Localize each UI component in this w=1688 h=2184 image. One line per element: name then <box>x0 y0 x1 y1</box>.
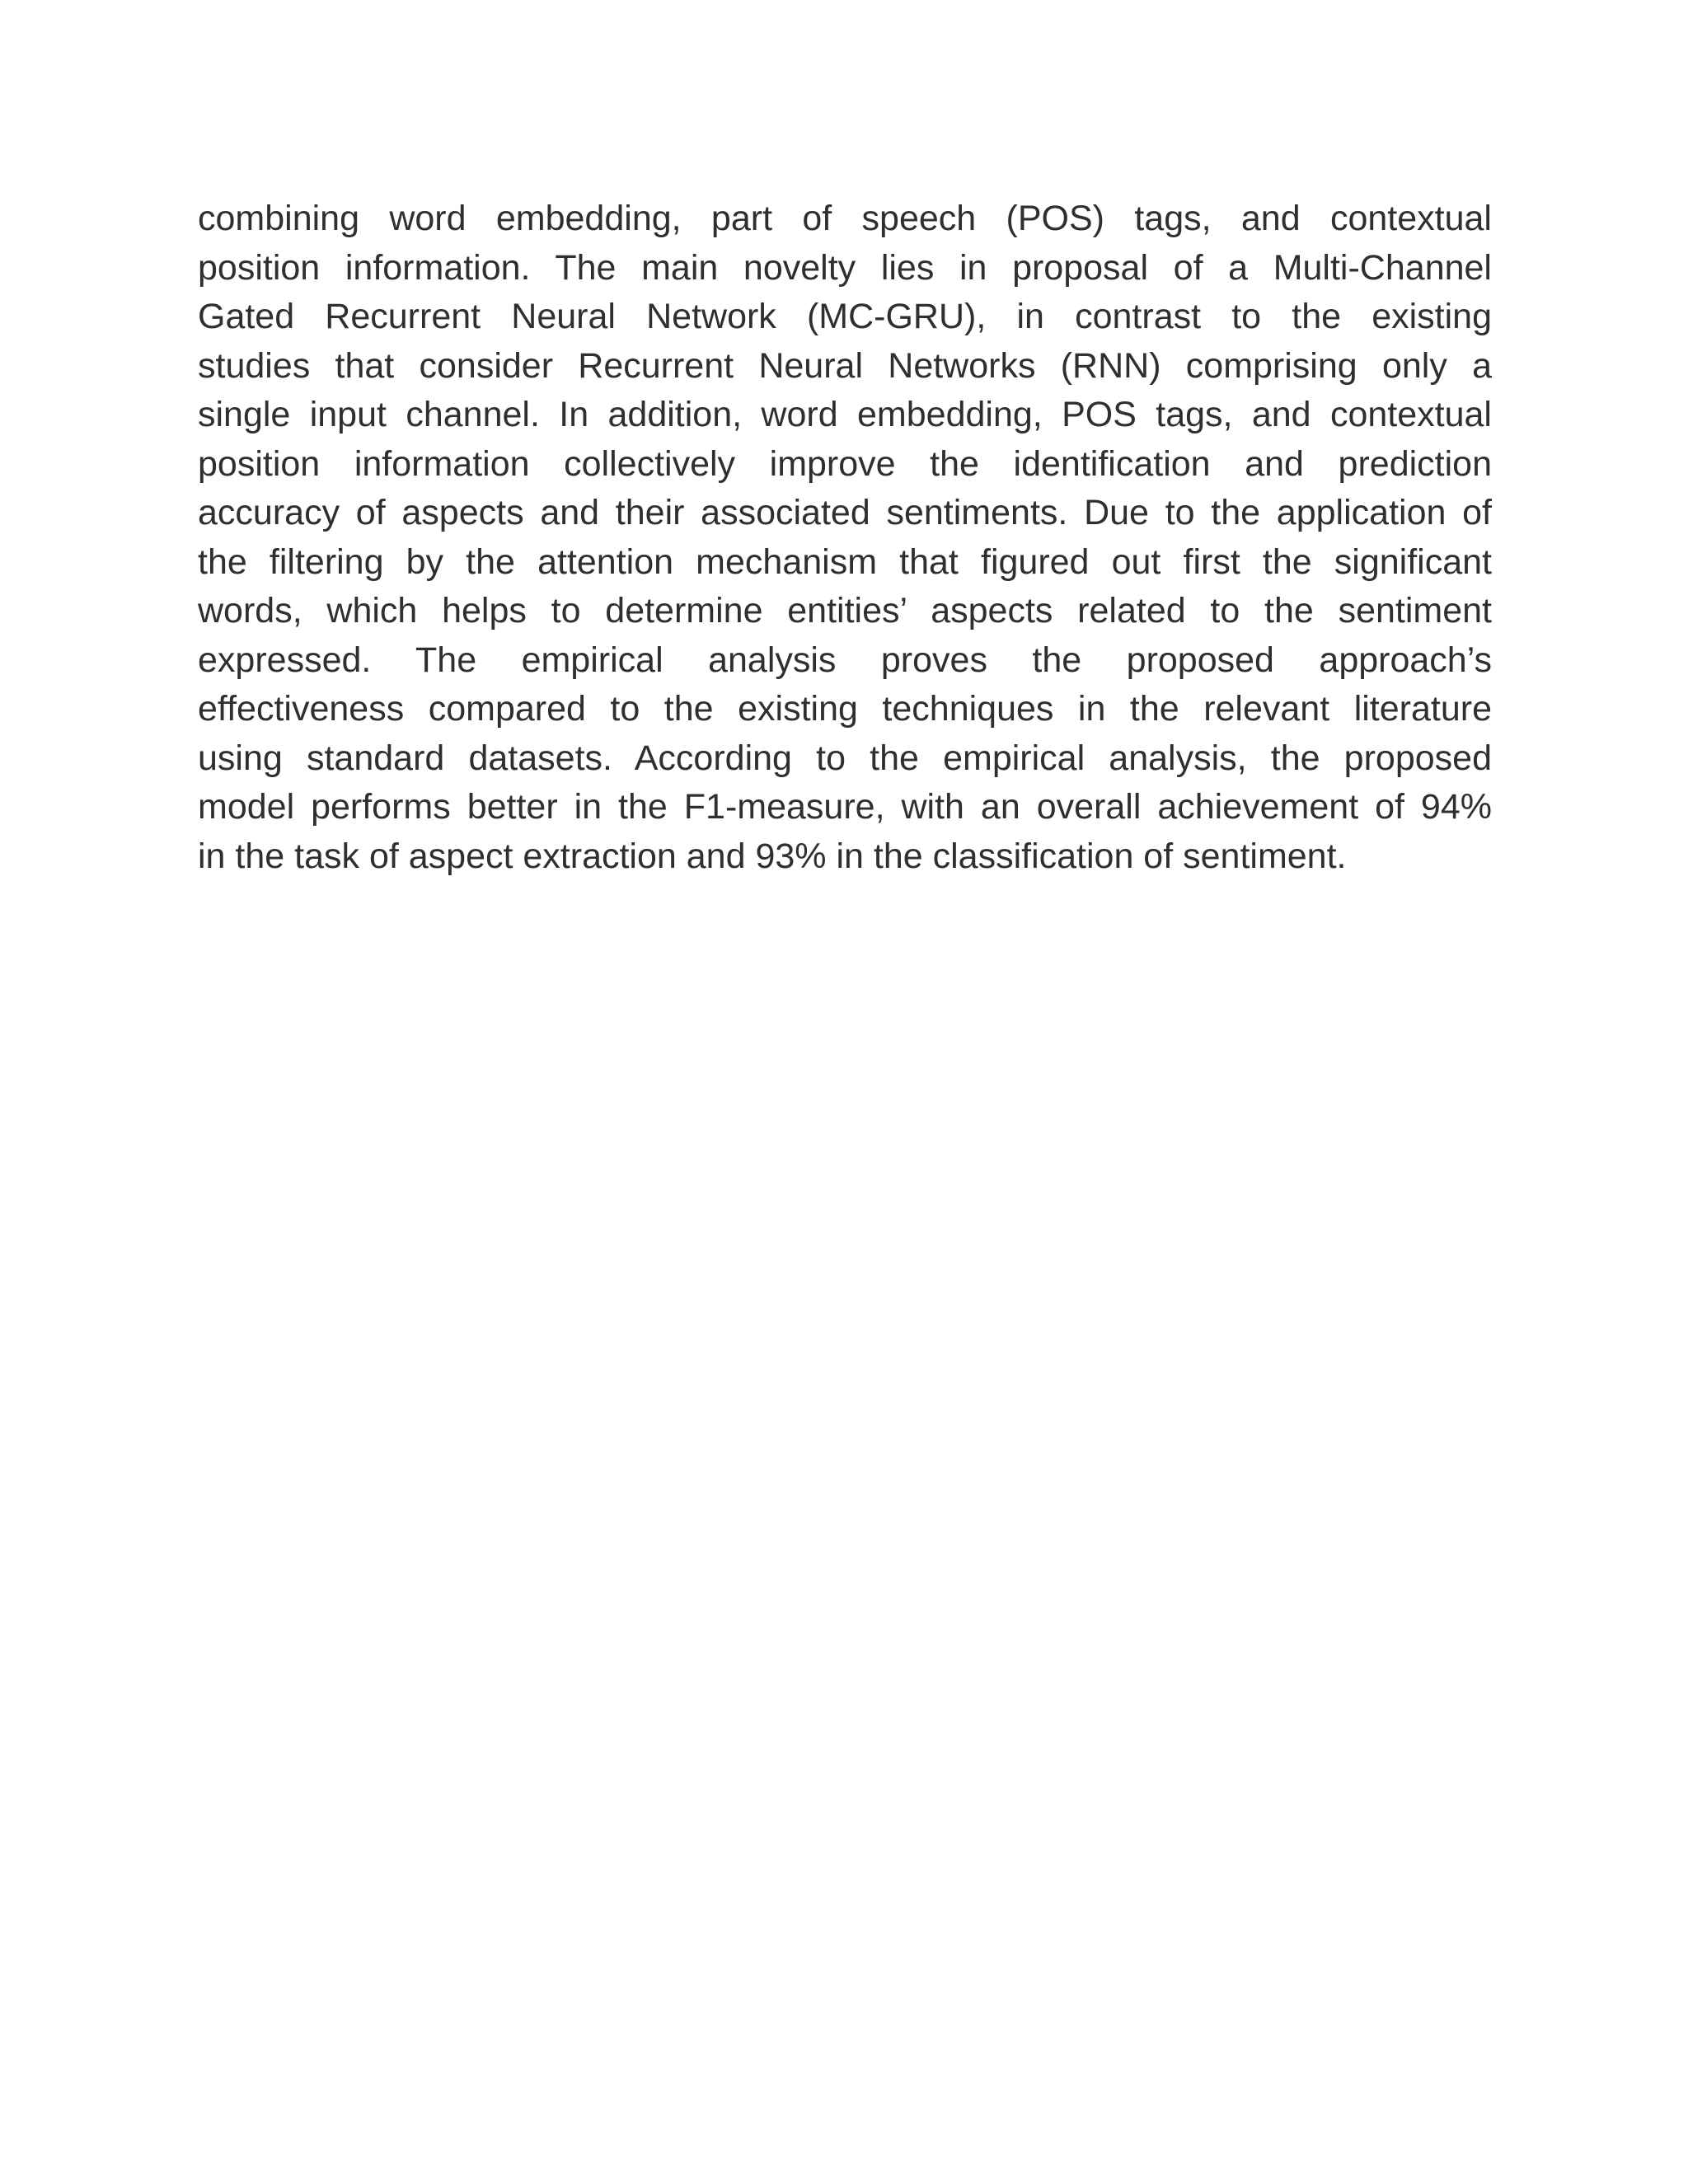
paragraph-line: position information. The main novelty lies in proposal of a Multi-Channel <box>198 247 1492 288</box>
paragraph-line: position information collectively improve the identification and prediction <box>198 443 1492 484</box>
paragraph-line: expressed. The empirical analysis proves the proposed approach’s <box>198 640 1492 680</box>
body-paragraph <box>198 194 1492 881</box>
paragraph-line: words, which helps to determine entities’ aspects related to the sentiment <box>198 591 1492 630</box>
paragraph-line: using standard datasets. According to the empirical analysis, the proposed <box>198 738 1492 778</box>
paragraph-line: combining word embedding, part of speech (POS) tags, and contextual <box>198 199 1492 238</box>
paragraph-line: in the task of aspect extraction and 93% in the classification of sentiment. <box>198 836 1347 876</box>
paragraph-line: effectiveness compared to the existing techniques in the relevant literature <box>198 689 1492 729</box>
paragraph-line: Gated Recurrent Neural Network (MC-GRU), in contrast to the existing <box>198 297 1492 336</box>
paragraph-line: the filtering by the attention mechanism that figured out first the significant <box>198 541 1492 582</box>
paragraph-line: accuracy of aspects and their associated sentiments. Due to the application of <box>198 493 1492 532</box>
paragraph-line: single input channel. In addition, word embedding, POS tags, and contextual <box>198 395 1492 434</box>
paragraph-line: studies that consider Recurrent Neural Networks (RNN) comprising only a <box>198 345 1492 386</box>
paragraph-line: model performs better in the F1-measure, with an overall achievement of 94% <box>198 787 1492 827</box>
